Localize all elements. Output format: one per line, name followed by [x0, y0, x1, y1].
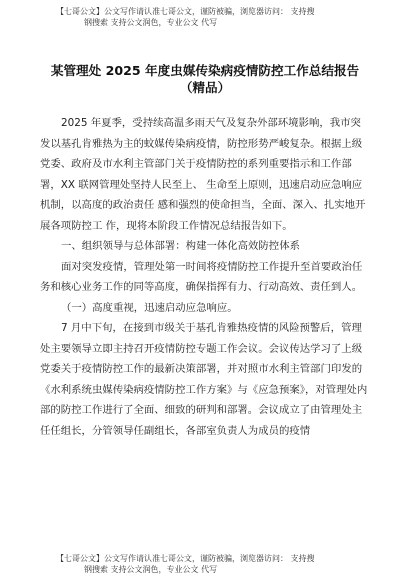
intro-paragraph: 2025 年夏季，受持续高温多雨天气及复杂外部环境影响，我市突发以基孔肯雅热为主的蚊媒传染病疫情，防控形势严峻复杂。根据上级党委、政府及市水利主管部门关于疫情防控的系列重要指示和工作部署，XX 联网管理处坚持人民至上、 生命至上原则，迅速启动应急响应机制，以高度的政治责任 感和强烈的使命担当，全面、深入、扎实地开展各项防控工 作，现将本阶段工作情况总结报告如下。 — [40, 117, 366, 232]
document-title — [40, 62, 370, 96]
section-1-paragraph: 面对突发疫情，管理处第一时间将疫情防控工作提升至首要政治任务和核心业务工作的同等高度，确保指挥有力、行动高效、责任到人。 — [40, 260, 363, 293]
title-line-1: 某管理处 2025 年度虫媒传染病疫情防控工作总结报告 — [50, 63, 360, 78]
footer-notice-line-2: 钢搜索 支持公文润色，专业公文 代写 — [84, 565, 218, 574]
document-body — [40, 113, 370, 441]
header-notice-line-2: 钢搜索 支持公文润色，专业公文 代写 — [84, 18, 218, 27]
title-line-2: （精品） — [179, 80, 231, 95]
section-heading-1: 一、组织领导与总体部署：构建一体化高效防控体系 — [61, 240, 300, 252]
subsection-1-paragraph: 7 月中下旬，在接到市级关于基孔肯雅热疫情的风险预警后，管理处主要领导立即主持召开疫情防控专题工作会议。会议传达学习了上级党委关于疫情防控工作的最新决策部署，并对照市水利主管部门印发的《水利系统虫媒传染病疫情防控工作方案》与《应急预案》，对管理处内部的防控工作进行了全面、细致的研判和部署。会议成立了由管理处主任任组长，分管领导任副组长，各部室负责人为成员的疫情 — [40, 322, 368, 437]
header-notice — [56, 6, 376, 28]
header-notice-line-1: 【七哥公文】公文写作请认准七哥公文，谨防被骗，浏览器访问： 支持搜 — [56, 7, 315, 16]
subsection-heading-1: （一）高度重视，迅速启动应急响应。 — [61, 301, 238, 314]
footer-notice-line-1: 【七哥公文】公文写作请认准七哥公文，谨防被骗，浏览器访问： 支持搜 — [56, 554, 315, 563]
footer-notice — [56, 553, 376, 575]
